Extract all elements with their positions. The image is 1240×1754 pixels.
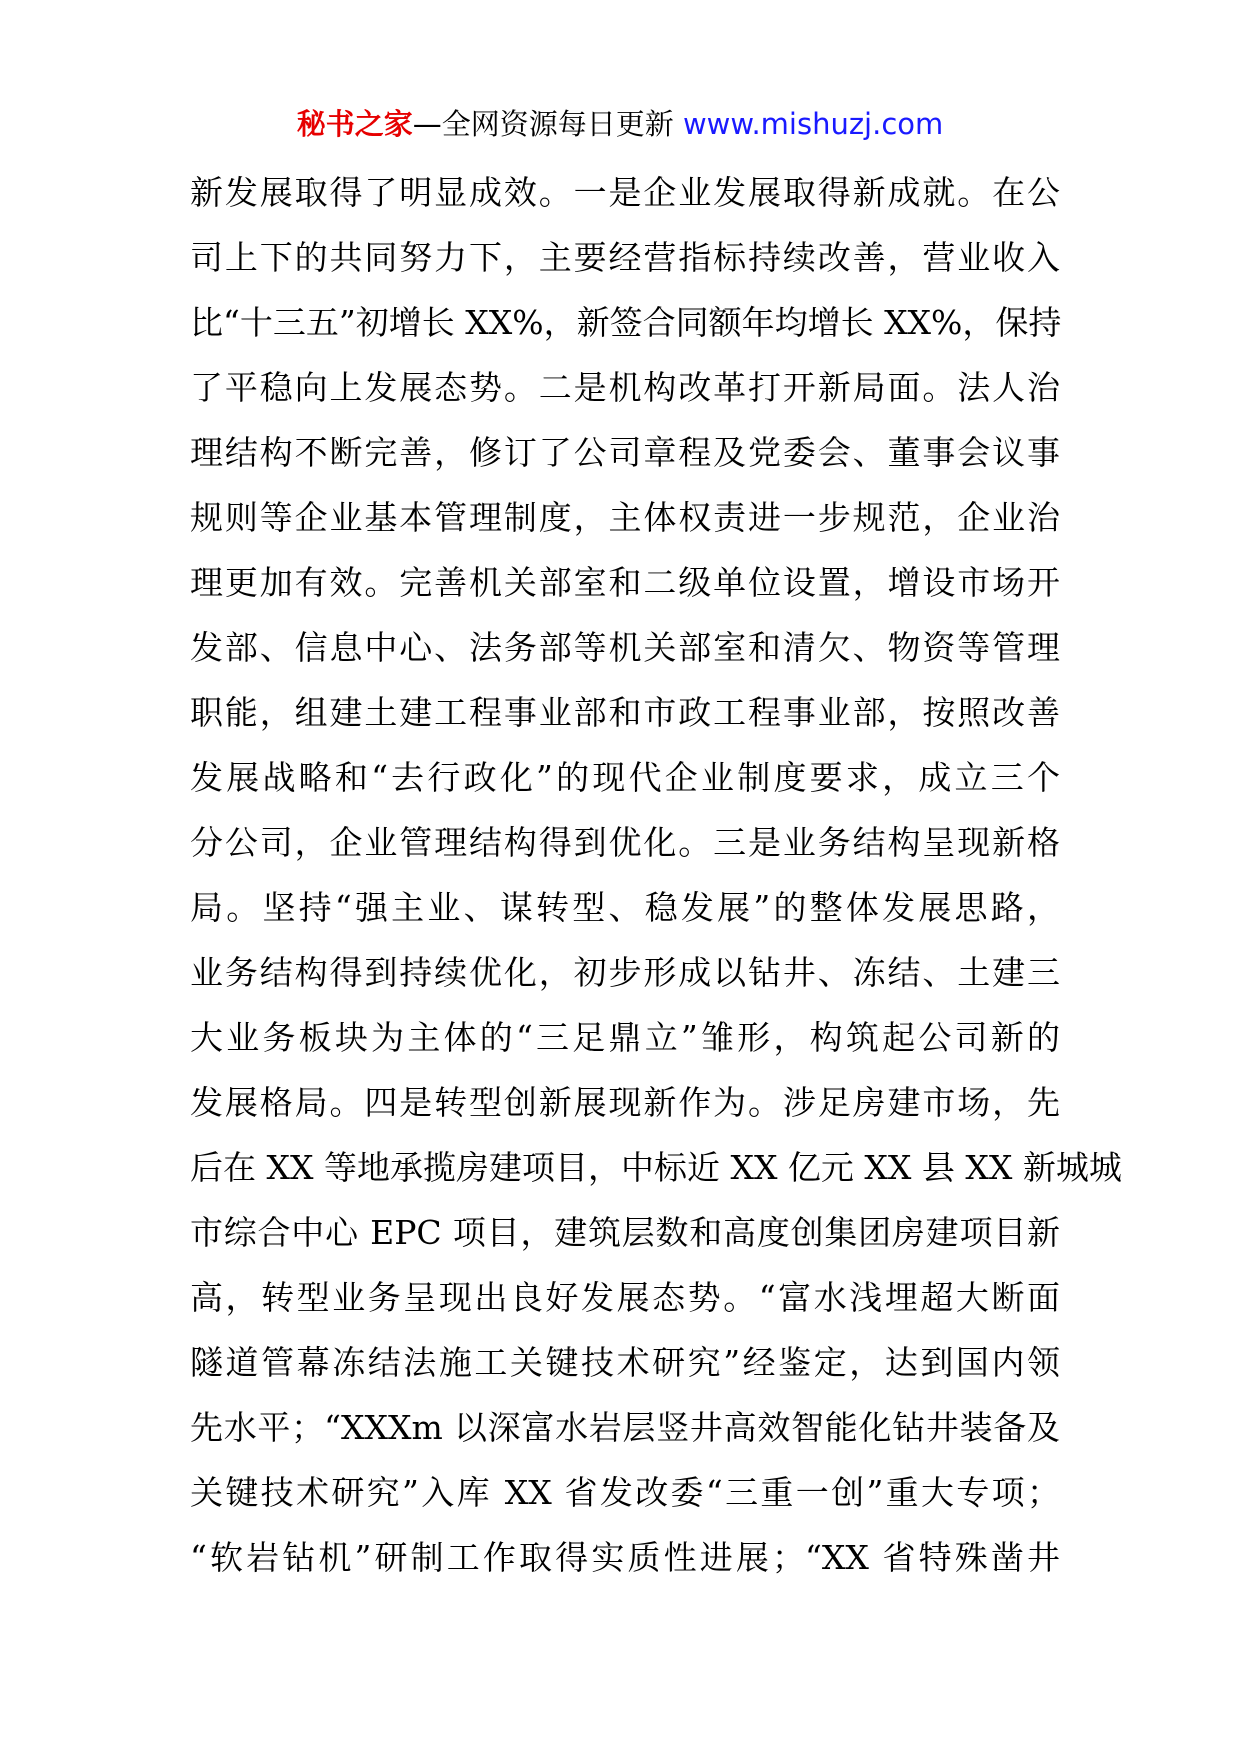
text-line: 高，转型业务呈现出良好发展态势。“富水浅埋超大断面 bbox=[190, 1278, 1060, 1317]
text-line: 大业务板块为主体的“三足鼎立”雏形，构筑起公司新的 bbox=[190, 1018, 1060, 1057]
text-line: 局。坚持“强主业、谋转型、稳发展”的整体发展思路， bbox=[190, 888, 1060, 927]
page-header bbox=[0, 104, 1240, 144]
text-line: 先水平；“XXXm 以深富水岩层竖井高效智能化钻井装备及 bbox=[190, 1408, 1060, 1447]
text-line: 发部、信息中心、法务部等机关部室和清欠、物资等管理 bbox=[190, 628, 1060, 667]
text-line: 发展格局。四是转型创新展现新作为。涉足房建市场，先 bbox=[190, 1083, 1060, 1122]
text-line: 隧道管幕冻结法施工关键技术研究”经鉴定，达到国内领 bbox=[190, 1343, 1060, 1382]
text-line: 比“十三五”初增长 XX%，新签合同额年均增长 XX%，保持 bbox=[190, 303, 1062, 342]
text-line: 新发展取得了明显成效。一是企业发展取得新成就。在公 bbox=[190, 173, 1060, 212]
text-line: “软岩钻机”研制工作取得实质性进展；“XX 省特殊凿井 bbox=[190, 1538, 1060, 1577]
text-line: 理结构不断完善，修订了公司章程及党委会、董事会议事 bbox=[190, 433, 1060, 472]
text-line: 职能，组建土建工程事业部和市政工程事业部，按照改善 bbox=[190, 693, 1060, 732]
text-line: 理更加有效。完善机关部室和二级单位设置，增设市场开 bbox=[190, 563, 1060, 602]
text-line: 发展战略和“去行政化”的现代企业制度要求，成立三个 bbox=[190, 758, 1060, 797]
text-line: 分公司，企业管理结构得到优化。三是业务结构呈现新格 bbox=[190, 823, 1060, 862]
document-body bbox=[190, 160, 1122, 1590]
text-line: 后在 XX 等地承揽房建项目，中标近 XX 亿元 XX 县 XX 新城城 bbox=[190, 1148, 1122, 1187]
text-line: 司上下的共同努力下，主要经营指标持续改善，营业收入 bbox=[190, 238, 1060, 277]
text-line: 业务结构得到持续优化，初步形成以钻井、冻结、土建三 bbox=[190, 953, 1060, 992]
text-line: 了平稳向上发展态势。二是机构改革打开新局面。法人治 bbox=[190, 368, 1060, 407]
text-line: 规则等企业基本管理制度，主体权责进一步规范，企业治 bbox=[190, 498, 1060, 537]
brand-name: 秘书之家 bbox=[296, 107, 413, 141]
header-tagline: —全网资源每日更新 bbox=[412, 107, 683, 141]
site-url-link[interactable]: www.mishuzj.com bbox=[682, 107, 944, 141]
text-line: 关键技术研究”入库 XX 省发改委“三重一创”重大专项； bbox=[190, 1473, 1060, 1512]
text-line: 市综合中心 EPC 项目，建筑层数和高度创集团房建项目新 bbox=[190, 1213, 1060, 1252]
